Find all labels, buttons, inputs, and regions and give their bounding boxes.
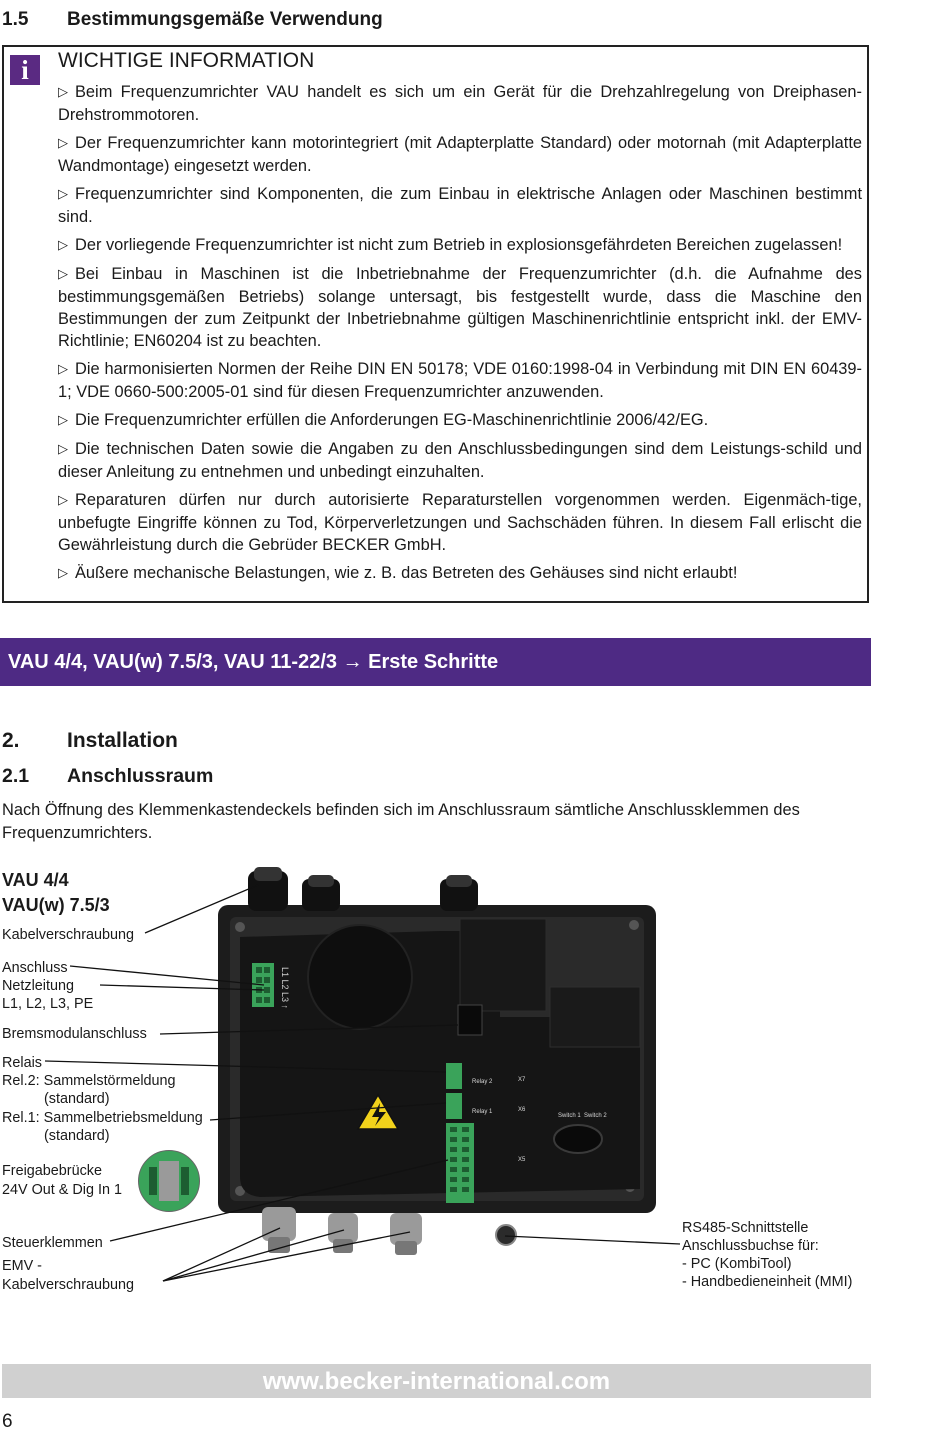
label-mains-2: Netzleitung bbox=[2, 978, 74, 994]
triangle-bullet-icon: ▷ bbox=[58, 361, 68, 377]
label-rs485-2: Anschlussbuchse für: bbox=[682, 1238, 819, 1254]
info-item: ▷ Frequenzumrichter sind Komponenten, die zum Einbau in elektrische Anlagen oder Maschinen bestimmt sind. bbox=[58, 185, 862, 227]
x7-text: X7 bbox=[518, 1077, 526, 1083]
info-icon: i bbox=[10, 55, 40, 85]
label-relay-3: (standard) bbox=[44, 1091, 110, 1107]
label-mains-1: Anschluss bbox=[2, 960, 68, 976]
triangle-bullet-icon: ▷ bbox=[58, 565, 68, 581]
chapter-banner: VAU 4/4, VAU(w) 7.5/3, VAU 11-22/3 → Erste Schritte bbox=[0, 638, 871, 686]
triangle-bullet-icon: ▷ bbox=[58, 84, 68, 99]
label-control-terminals: Steuerklemmen bbox=[2, 1235, 103, 1251]
section-1-5-title: Bestimmungsgemäße Verwendung bbox=[67, 9, 383, 30]
triangle-bullet-icon: ▷ bbox=[58, 265, 68, 281]
switch-1-text: Switch 1 bbox=[558, 1113, 581, 1119]
page-number: 6 bbox=[2, 1411, 13, 1432]
info-item: ▷ Beim Frequenzumrichter VAU handelt es sich um ein Gerät für die Drehzahlregelung von Dreiphasen-Drehstrommotoren. bbox=[58, 83, 862, 125]
label-rs485-1: RS485-Schnittstelle bbox=[682, 1220, 809, 1236]
info-item: ▷ Der Frequenzumrichter kann motorintegriert (mit Adapterplatte Standard) oder motornah (mit Adapterplatte Wandmontage) eingesetzt werden. bbox=[58, 134, 862, 176]
info-item: ▷ Die Frequenzumrichter erfüllen die Anforderungen EG-Maschinenrichtlinie 2006/42/EG. bbox=[58, 409, 862, 432]
label-relay-1: Relais bbox=[2, 1055, 42, 1071]
info-item: ▷ Die technischen Daten sowie die Angaben zu den Anschlussbedingungen sind dem Leistungs-schild und dieser Anleitung zu entnehmen und unbedingt einzuhalten. bbox=[58, 440, 862, 482]
section-2-title: Installation bbox=[67, 729, 178, 752]
info-item: ▷ Bei Einbau in Maschinen ist die Inbetriebnahme der Frequenzumrichter (d.h. die Aufnahme des bestimmungsgemäßen Betriebs) solange untersagt, bis festgestellt wurde, dass die Maschine den Bestimmungen der zum Zeitpunkt der Inbetriebnahme gültigen Maschinenrichtlinie entspricht inkl. der EMV-Richtlinie; EN60204 ist zu beachten. bbox=[58, 264, 862, 351]
info-item: ▷ Reparaturen dürfen nur durch autorisierte Reparaturstellen vorgenommen werden. Eigenmäch-tige, unbefugte Eingriffe können zu Tod, Körperverletzungen und Sachschäden führen. In diesem Fall erlischt die Gewährleistung durch die Gebrüder BECKER GmbH. bbox=[58, 491, 862, 555]
label-brake-module: Bremsmodulanschluss bbox=[2, 1026, 147, 1042]
triangle-bullet-icon: ▷ bbox=[58, 186, 68, 201]
section-1-5-number: 1.5 bbox=[2, 9, 29, 30]
section-2-1-number: 2.1 bbox=[2, 765, 30, 787]
x5-text: X5 bbox=[518, 1157, 526, 1163]
label-enable-bridge-1: Freigabebrücke bbox=[2, 1163, 102, 1179]
triangle-bullet-icon: ▷ bbox=[58, 441, 68, 456]
label-cable-gland: Kabelverschraubung bbox=[2, 927, 135, 943]
label-emc-2: Kabelverschraubung bbox=[2, 1277, 135, 1293]
model-name-2: VAU(w) 7.5/3 bbox=[2, 895, 110, 915]
triangle-bullet-icon: ▷ bbox=[58, 135, 68, 150]
relay-2-text: Relay 2 bbox=[472, 1079, 493, 1085]
label-rs485-3: - PC (KombiTool) bbox=[682, 1256, 792, 1272]
model-name-1: VAU 4/4 bbox=[2, 870, 69, 890]
switch-2-text: Switch 2 bbox=[584, 1113, 607, 1119]
label-enable-bridge-2: 24V Out & Dig In 1 bbox=[2, 1182, 122, 1198]
triangle-bullet-icon: ▷ bbox=[58, 412, 68, 428]
x6-text: X6 bbox=[518, 1107, 526, 1113]
info-box-title: WICHTIGE INFORMATION bbox=[58, 49, 315, 72]
triangle-bullet-icon: ▷ bbox=[58, 237, 68, 252]
label-relay-5: (standard) bbox=[44, 1128, 110, 1144]
section-2-number: 2. bbox=[2, 729, 20, 752]
footer-url[interactable]: www.becker-international.com bbox=[262, 1368, 611, 1395]
section-2-1-title: Anschlussraum bbox=[67, 765, 214, 787]
intro-paragraph: Nach Öffnung des Klemmenkastendeckels befinden sich im Anschlussraum sämtliche Anschlussklemmen des Frequenzumrichters. bbox=[2, 801, 800, 842]
label-relay-2: Rel.2: Sammelstörmeldung bbox=[2, 1073, 176, 1089]
info-item: ▷ Äußere mechanische Belastungen, wie z. B. das Betreten des Gehäuses sind nicht erlaubt! bbox=[58, 562, 862, 585]
label-rs485-4: - Handbedieneinheit (MMI) bbox=[682, 1274, 853, 1290]
label-mains-3: L1, L2, L3, PE bbox=[2, 996, 94, 1012]
mains-terminal-text: L1 L2 L3 ↑ bbox=[280, 967, 290, 1010]
label-relay-4: Rel.1: Sammelbetriebsmeldung bbox=[2, 1110, 203, 1126]
triangle-bullet-icon: ▷ bbox=[58, 492, 68, 507]
label-emc-1: EMV - bbox=[2, 1258, 42, 1274]
info-item: ▷ Der vorliegende Frequenzumrichter ist nicht zum Betrieb in explosionsgefährdeten Bereichen zugelassen! bbox=[58, 234, 862, 257]
info-item: ▷ Die harmonisierten Normen der Reihe DIN EN 50178; VDE 0160:1998-04 in Verbindung mit DIN EN 60439-1; VDE 0660-500:2005-01 sind für diesen Frequenzumrichter anzuwenden. bbox=[58, 360, 862, 402]
relay-1-text: Relay 1 bbox=[472, 1109, 493, 1115]
